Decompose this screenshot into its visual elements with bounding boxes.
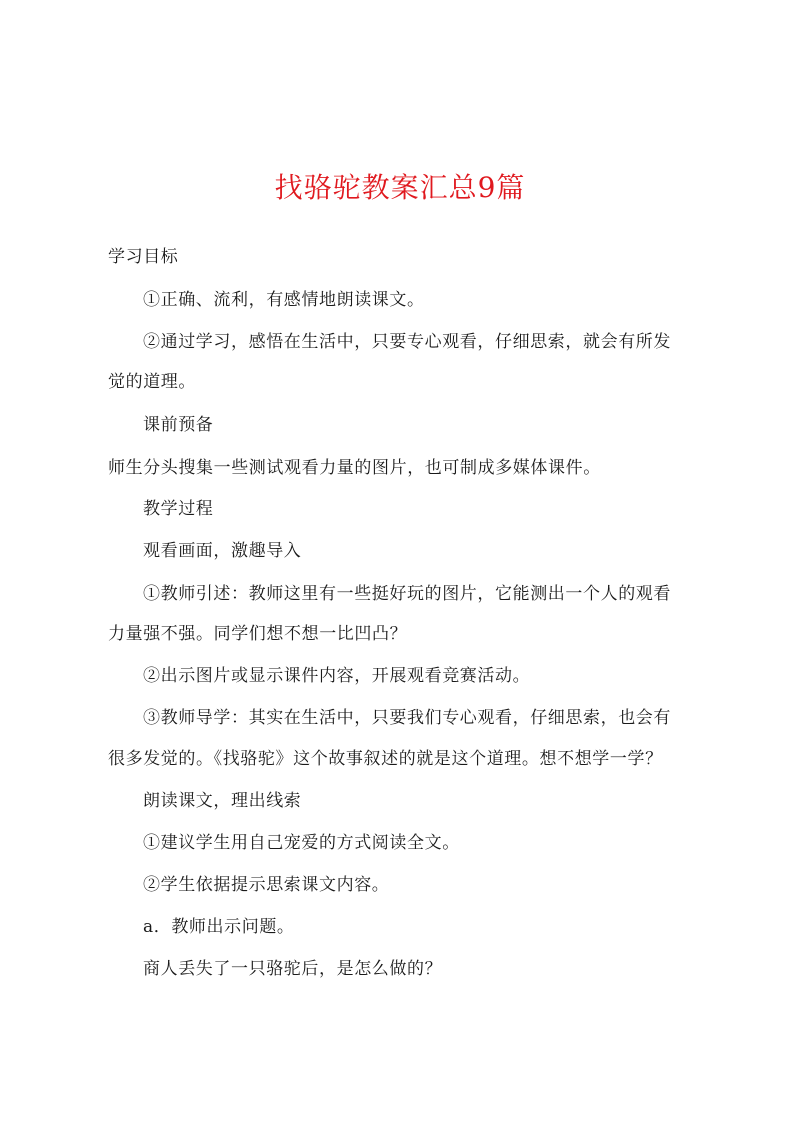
heading-teaching-process: 教学过程	[143, 499, 214, 519]
process-item-2: ②出示图片或显示课件内容，开展观看竞赛活动。	[143, 666, 531, 686]
document-title: 找骆驼教案汇总9篇	[274, 171, 526, 204]
process-item-3-line-1: ③教师导学：其实在生活中，只要我们专心观看，仔细思索，也会有	[143, 708, 671, 728]
process-item-1-line-1: ①教师引述：教师这里有一些挺好玩的图片，它能测出一个人的观看	[143, 584, 671, 604]
preparation-text: 师生分头搜集一些测试观看力量的图片，也可制成多媒体课件。	[108, 458, 601, 478]
section-heading-observe: 观看画面，激趣导入	[143, 541, 302, 561]
reading-item-2: ②学生依据提示思索课文内容。	[143, 875, 390, 895]
heading-preparation: 课前预备	[143, 415, 214, 435]
process-item-1-line-2: 力量强不强。同学们想不想一比凹凸？	[108, 624, 408, 644]
question-text: 商人丢失了一只骆驼后，是怎么做的？	[143, 959, 443, 979]
heading-learning-goals: 学习目标	[108, 247, 179, 267]
goal-item-2-line-1: ②通过学习，感悟在生活中，只要专心观看，仔细思索，就会有所发	[143, 332, 671, 352]
goal-item-1: ①正确、流利，有感情地朗读课文。	[143, 290, 425, 310]
reading-item-a: a．教师出示问题。	[143, 917, 295, 937]
section-heading-reading: 朗读课文，理出线索	[143, 791, 302, 811]
goal-item-2-line-2: 觉的道理。	[108, 372, 196, 392]
process-item-3-line-2: 很多发觉的。《找骆驼》这个故事叙述的就是这个道理。想不想学一学？	[108, 749, 663, 769]
reading-item-1: ①建议学生用自己宠爱的方式阅读全文。	[143, 833, 460, 853]
